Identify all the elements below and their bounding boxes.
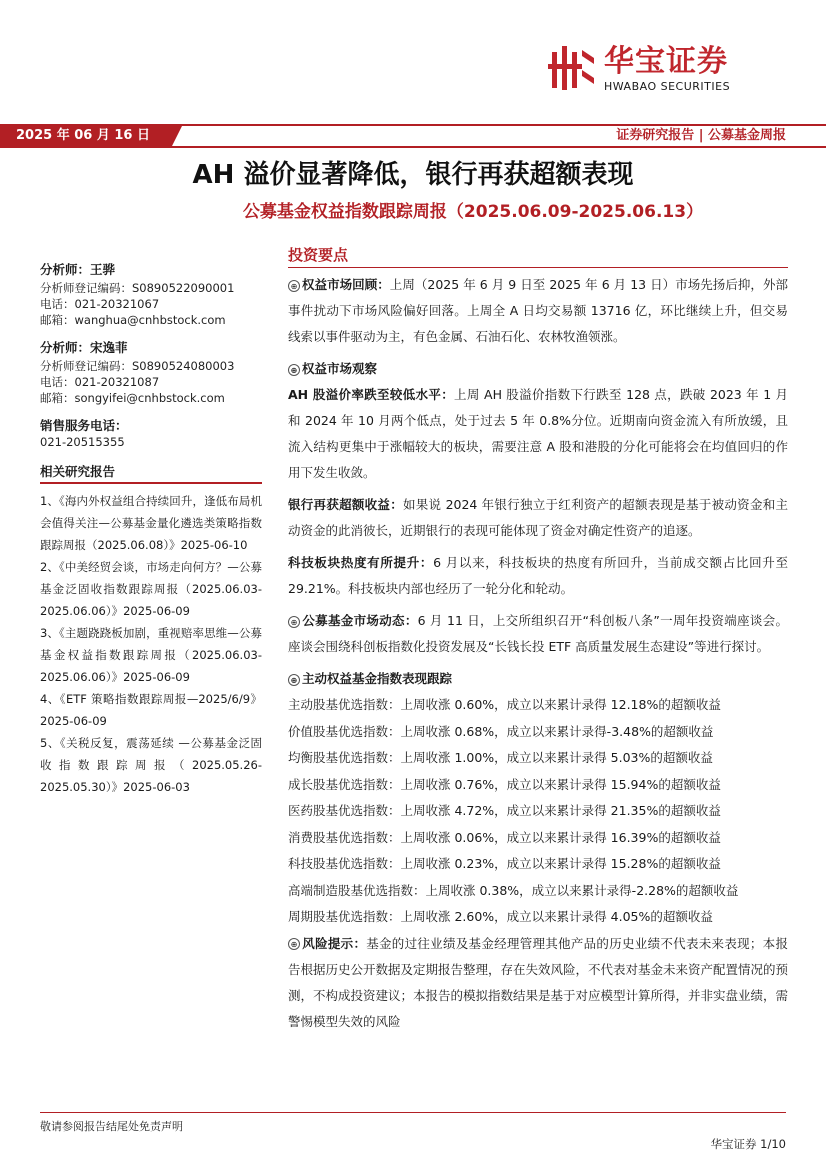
related-reports-heading: 相关研究报告 [40, 464, 262, 484]
related-report-item[interactable]: 1、《海内外权益组合持续回升，逢低布局机会值得关注—公募基金量化遴选类策略指数跟踪周报（2025.06.08）》2025-06-10 [40, 494, 262, 552]
index-row: 成长股基优选指数：上周收涨 0.76%，成立以来累计录得 15.94%的超额收益 [288, 776, 721, 792]
index-list [288, 692, 788, 931]
bullet-icon: ⊕ [288, 616, 300, 628]
header-bar [0, 124, 826, 148]
analyst-phone: 电话：021-20321087 [40, 375, 160, 389]
bullet-icon: ⊕ [288, 280, 300, 292]
tech-para [288, 550, 788, 602]
risk-text: 基金的过往业绩及基金经理管理其他产品的历史业绩不代表未来表现；本报告根据历史公开数据及定期报告整理，存在失效风险，不代表对基金未来资产配置情况的预测，不构成投资建议；本报告的模拟指数结果是基于对应模型计算所得，并非实盘业绩，需警惕模型失效的风险 [288, 935, 789, 1029]
ah-premium-head: AH 股溢价率跌至较低水平： [288, 387, 455, 402]
index-row: 周期股基优选指数：上周收涨 2.60%，成立以来累计录得 4.05%的超额收益 [288, 909, 713, 924]
analyst-email[interactable]: 邮箱：wanghua@cnhbstock.com [40, 313, 226, 327]
index-tracking-head [288, 666, 788, 692]
market-observation-title: 权益市场观察 [302, 361, 378, 376]
company-logo [548, 44, 780, 94]
market-review [288, 272, 788, 350]
hwabao-logo-icon [548, 44, 598, 92]
bullet-icon: ⊕ [288, 938, 300, 950]
market-observation-head [288, 356, 788, 382]
market-review-head: 权益市场回顾： [302, 277, 390, 292]
analyst-name: 分析师：宋逸菲 [40, 340, 128, 355]
footer-disclaimer[interactable]: 敬请参阅报告结尾处免责声明 [40, 1120, 183, 1133]
related-reports-list [40, 490, 262, 798]
analyst-1 [40, 262, 262, 328]
bank-para [288, 492, 788, 544]
ah-premium-text: 上周 AH 股溢价指数下行跌至 128 点，跌破 2023 年 1 月和 2024 年 10 月两个低点，处于过去 5 年 0.8%分位。近期南向资金流入有所放缓，且流入结构更集中于涨幅较大的板块，需要注意 A 股和港股的分化可能将会在均值回归的作用下发生收敛。 [288, 387, 788, 480]
ah-premium-para [288, 382, 788, 486]
key-points [288, 244, 788, 1037]
related-report-item[interactable]: 4、《ETF 策略指数跟踪周报—2025/6/9》2025-06-09 [40, 692, 262, 728]
index-tracking-title: 主动权益基金指数表现跟踪 [302, 671, 453, 686]
analyst-2 [40, 340, 262, 406]
report-type: 证券研究报告 | 公募基金周报 [616, 128, 786, 143]
index-row: 价值股基优选指数：上周收涨 0.68%，成立以来累计录得-3.48%的超额收益 [288, 723, 714, 739]
page-number: 华宝证券 1/10 [710, 1137, 786, 1151]
sidebar [40, 262, 262, 798]
footer-rule [40, 1112, 786, 1113]
analyst-reg: 分析师登记编码：S0890524080003 [40, 359, 235, 373]
sales-title: 销售服务电话： [40, 418, 128, 433]
bullet-icon: ⊕ [288, 674, 300, 686]
fund-market-head: 公募基金市场动态： [302, 613, 418, 628]
logo-name-cn: 华宝证券 [604, 44, 728, 79]
analyst-reg: 分析师登记编码：S0890522090001 [40, 281, 235, 295]
tech-text: 6 月以来，科技板块的热度有所回升，当前成交额占比回升至 29.21%。科技板块内部也经历了一轮分化和轮动。 [288, 555, 788, 596]
index-row: 医药股基优选指数：上周收涨 4.72%，成立以来累计录得 21.35%的超额收益 [288, 803, 721, 818]
index-row: 均衡股基优选指数：上周收涨 1.00%，成立以来累计录得 5.03%的超额收益 [288, 750, 713, 765]
fund-market-text: 6 月 11 日，上交所组织召开“科创板八条”一周年投资端座谈会。座谈会围绕科创板指数化投资发展及“长钱长投 ETF 高质量发展生态建设”等进行探讨。 [288, 613, 788, 654]
index-row: 主动股基优选指数：上周收涨 0.60%，成立以来累计录得 12.18%的超额收益 [288, 697, 721, 712]
index-row: 消费股基优选指数：上周收涨 0.06%，成立以来累计录得 16.39%的超额收益 [288, 829, 721, 845]
report-date: 2025 年 06 月 16 日 [0, 126, 172, 146]
related-report-item[interactable]: 3、《主题跷跷板加剧，重视赔率思维—公募基金权益指数跟踪周报（2025.06.03-2025.06.06）》2025-06-09 [40, 626, 262, 684]
bank-head: 银行再获超额收益： [288, 497, 403, 512]
page-title: AH 溢价显著降低，银行再获超额表现 [192, 160, 634, 190]
risk-head: 风险提示： [302, 935, 367, 951]
related-report-item[interactable]: 5、《关税反复，震荡延续 —公募基金泛固收指数跟踪周报（2025.05.26-2025.05.30）》2025-06-03 [40, 736, 262, 794]
header-bottom-rule [0, 146, 826, 148]
analyst-name: 分析师：王骅 [40, 262, 116, 277]
index-row: 高端制造股基优选指数：上周收涨 0.38%，成立以来累计录得-2.28%的超额收益 [288, 882, 739, 898]
analyst-phone: 电话：021-20321067 [40, 297, 160, 311]
key-points-heading: 投资要点 [288, 244, 788, 268]
logo-name-en: HWABAO SECURITIES [604, 80, 731, 93]
sales-phone: 021-20515355 [40, 435, 125, 449]
tech-head: 科技板块热度有所提升： [288, 555, 434, 570]
analyst-email[interactable]: 邮箱：songyifei@cnhbstock.com [40, 391, 225, 405]
bank-text: 如果说 2024 年银行独立于红利资产的超额表现是基于被动资金和主动资金的此消彼长，近期银行的表现可能体现了资金对确定性资产的追逐。 [288, 497, 788, 538]
bullet-icon: ⊕ [288, 364, 300, 376]
risk-para [288, 931, 788, 1035]
index-row: 科技股基优选指数：上周收涨 0.23%，成立以来累计录得 15.28%的超额收益 [288, 856, 721, 871]
market-review-text: 上周（2025 年 6 月 9 日至 2025 年 6 月 13 日）市场先扬后抑，外部事件扰动下市场风险偏好回落。上周全 A 日均交易额 13716 亿，环比继续上升，但交易线索以事件驱动为主，有色金属、石油石化、农林牧渔领涨。 [288, 277, 788, 344]
related-report-item[interactable]: 2、《中美经贸会谈，市场走向何方？—公募基金泛固收指数跟踪周报（2025.06.03-2025.06.06）》2025-06-09 [40, 560, 262, 618]
page-subtitle: 公募基金权益指数跟踪周报（2025.06.09-2025.06.13） [242, 202, 704, 222]
fund-market-para [288, 608, 788, 660]
